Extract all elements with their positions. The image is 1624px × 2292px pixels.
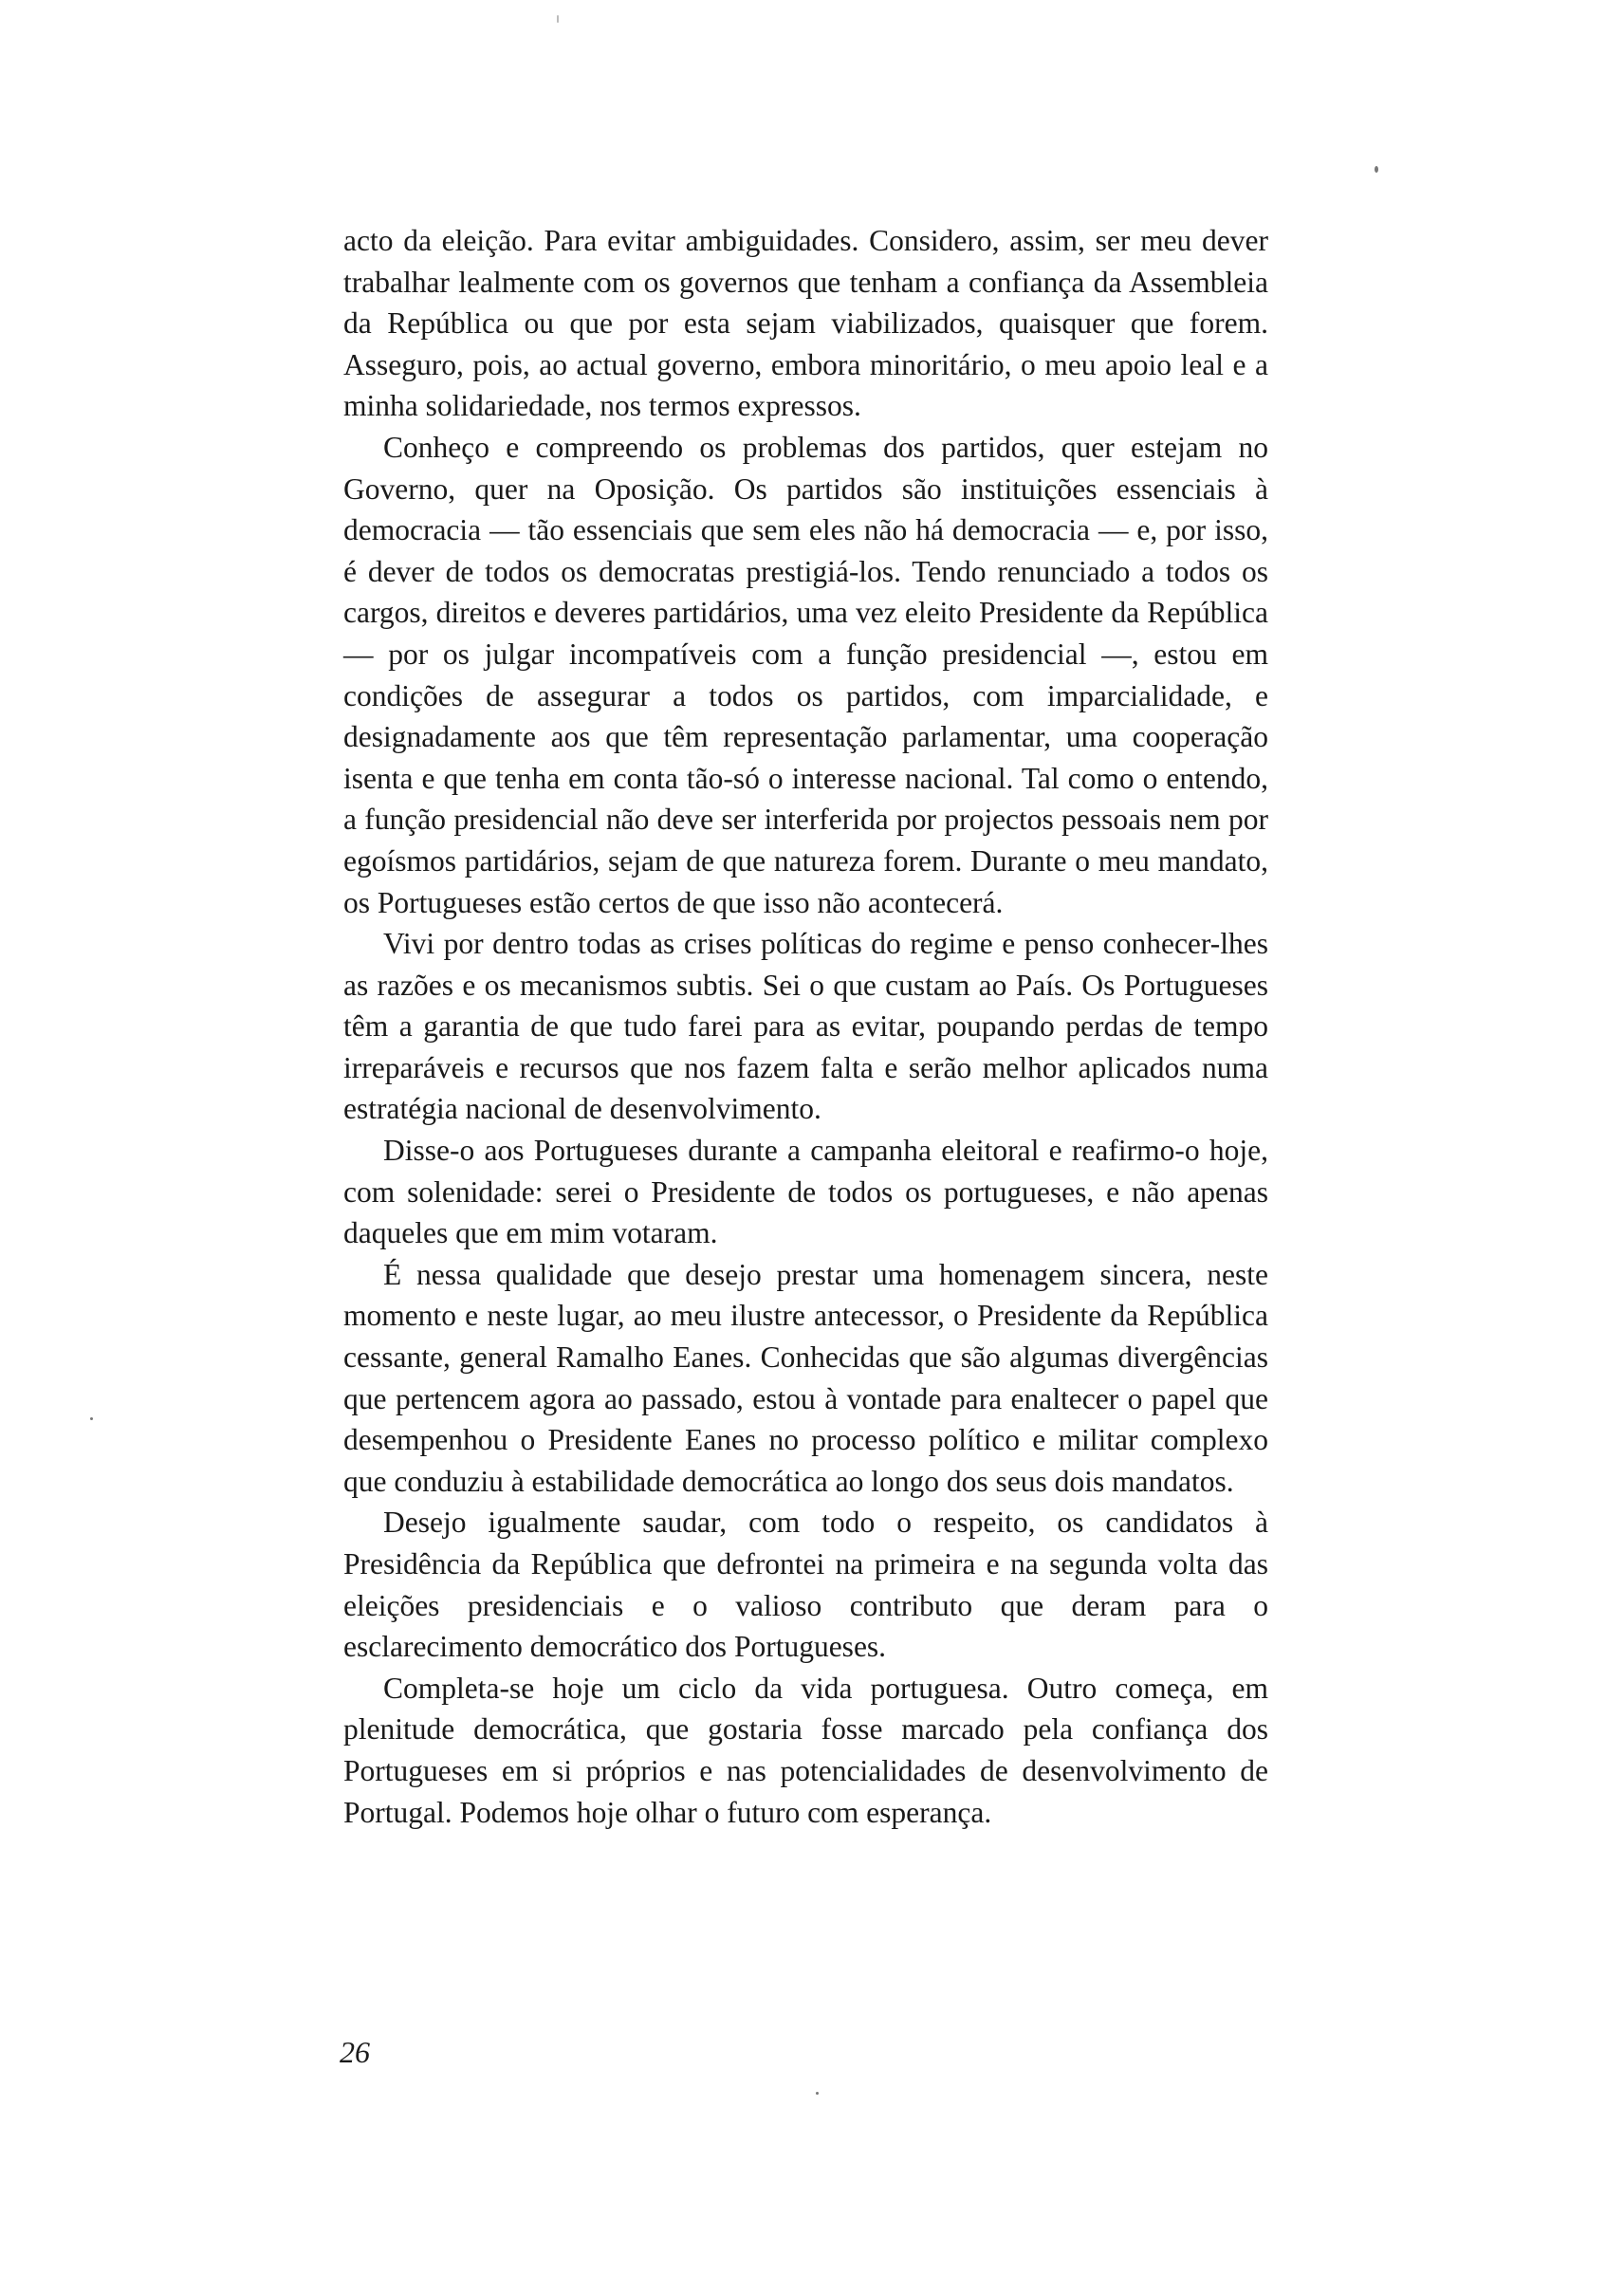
paragraph: Vivi por dentro todas as crises políticas do regime e penso conhecer-lhes as razões e os mecanismos subtis. Sei o que custam ao País. Os Portugueses têm a garantia de que tudo farei para as evitar, poupando perdas de tempo irreparáveis e recursos que nos fazem falta e serão melhor aplicados numa estratégia nacional de desenvolvimento. — [343, 927, 1268, 1126]
body-text — [343, 220, 1268, 1833]
scan-mark — [90, 1417, 93, 1420]
paragraph: É nessa qualidade que desejo prestar uma homenagem sincera, neste momento e neste lugar, ao meu ilustre antecessor, o Presidente da República cessante, general Ramalho Eanes. Conhecidas que são algumas divergências que pertencem agora ao passado, estou à vontade para enaltecer o papel que desempenhou o Presidente Eanes no processo político e militar complexo que conduziu à estabilidade democrática ao longo dos seus dois mandatos. — [343, 1257, 1268, 1498]
paragraph: acto da eleição. Para evitar ambiguidades. Considero, assim, ser meu dever trabalhar lealmente com os governos que tenham a confiança da Assembleia da República ou que por esta sejam viabilizados, quaisquer que forem. Asseguro, pois, ao actual governo, embora minoritário, o meu apoio leal e a minha solidariedade, nos termos expressos. — [343, 224, 1268, 423]
scan-mark — [557, 15, 559, 23]
scan-mark — [1375, 166, 1378, 173]
paragraph: Disse-o aos Portugueses durante a campanha eleitoral e reafirmo-o hoje, com solenidade: serei o Presidente de todos os portugueses, e não apenas daqueles que em mim votaram. — [343, 1134, 1268, 1250]
scan-mark — [816, 2092, 819, 2095]
paragraph: Completa-se hoje um ciclo da vida portuguesa. Outro começa, em plenitude democrática, que gostaria fosse marcado pela confiança dos Portugueses em si próprios e nas potencialidades de desenvolvimento de Portugal. Podemos hoje olhar o futuro com esperança. — [343, 1671, 1268, 1829]
page-number: 26 — [340, 2035, 370, 2069]
paragraph: Desejo igualmente saudar, com todo o respeito, os candidatos à Presidência da República que defrontei na primeira e na segunda volta das eleições presidenciais e o valioso contributo que deram para o esclarecimento democrático dos Portugueses. — [343, 1506, 1268, 1664]
paragraph: Conheço e compreendo os problemas dos partidos, quer estejam no Governo, quer na Oposição. Os partidos são instituições essenciais à democracia — tão essenciais que sem eles não há democracia — e, por isso, é dever de todos os democratas prestigiá-los. Tendo renunciado a todos os cargos, direitos e deveres partidários, uma vez eleito Presidente da República — por os julgar incompatíveis com a função presidencial —, estou em condições de assegurar a todos os partidos, com imparcialidade, e designadamente aos que têm representação parlamentar, uma cooperação isenta e que tenha em conta tão-só o interesse nacional. Tal como o entendo, a função presidencial não deve ser interferida por projectos pessoais nem por egoísmos partidários, sejam de que natureza forem. Durante o meu mandato, os Portugueses estão certos de que isso não acontecerá. — [343, 430, 1268, 919]
